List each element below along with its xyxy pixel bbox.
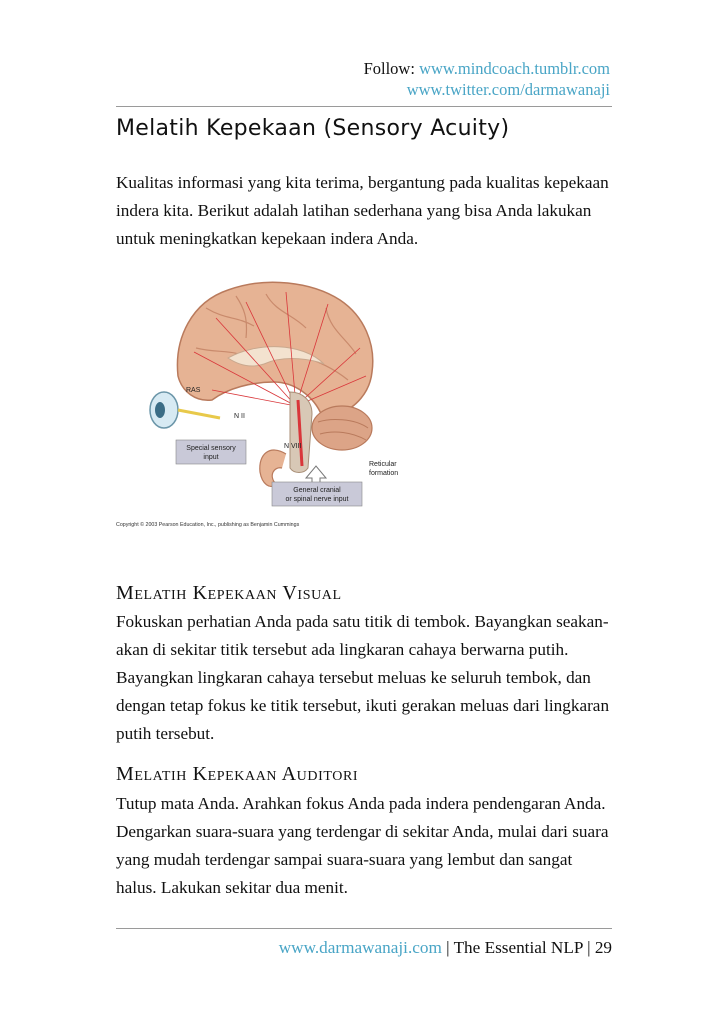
figure-copyright: Copyright © 2003 Pearson Education, Inc., publishing as Benjamin Cummings xyxy=(116,522,300,528)
header-rule xyxy=(116,106,612,107)
brain-illustration xyxy=(116,268,406,538)
label-general-2: or spinal nerve input xyxy=(285,496,349,503)
section-heading-auditori: Melatih Kepekaan Auditori xyxy=(116,763,359,785)
page-title: Melatih Kepekaan (Sensory Acuity) xyxy=(116,116,510,141)
label-n2: N II xyxy=(234,413,245,420)
footer-book-title: The Essential NLP xyxy=(453,938,583,957)
label-special-1: Special sensory xyxy=(186,445,236,452)
footer-link[interactable]: www.darmawanaji.com xyxy=(278,938,442,957)
label-general-1: General cranial xyxy=(293,487,341,494)
page-footer xyxy=(116,938,612,958)
twitter-link[interactable]: www.twitter.com/darmawanaji xyxy=(406,80,610,99)
follow-block xyxy=(364,58,610,100)
label-reticular-2: formation xyxy=(369,470,399,477)
label-ras: RAS xyxy=(186,387,201,394)
section-body-visual: Fokuskan perhatian Anda pada satu titik di tembok. Bayangkan seakan-akan di sekitar titik tersebut ada lingkaran cahaya berwarna putih. Bayangkan lingkaran cahaya tersebut meluas ke seluruh tembok, dan dengan tetap fokus ke titik tersebut, ikuti gerakan meluas dari lingkaran putih tersebut. xyxy=(116,612,610,743)
tumblr-link[interactable]: www.mindcoach.tumblr.com xyxy=(419,59,610,78)
ear-icon xyxy=(260,450,286,486)
page-number: 29 xyxy=(594,938,612,957)
footer-separator: | xyxy=(441,938,454,957)
label-reticular-1: Reticular xyxy=(369,461,397,468)
label-n8: N VIII xyxy=(284,443,302,450)
follow-label: Follow: xyxy=(363,59,415,78)
label-special-2: input xyxy=(203,454,219,461)
section-body-auditori: Tutup mata Anda. Arahkan fokus Anda pada indera pendengaran Anda. Dengarkan suara-suara yang terdengar di sekitar Anda, mulai dari suara yang mudah terdengar sampai suara-suara yang lembut dan sangat halus. Lakukan sekitar dua menit. xyxy=(116,794,609,897)
intro-paragraph: Kualitas informasi yang kita terima, bergantung pada kualitas kepekaan indera kita. Berikut adalah latihan sederhana yang bisa Anda lakukan untuk meningkatkan kepekaan indera Anda. xyxy=(116,173,609,248)
brain-figure xyxy=(116,268,406,538)
footer-separator-2: | xyxy=(582,938,595,957)
section-heading-visual: Melatih Kepekaan Visual xyxy=(116,582,342,604)
footer-rule xyxy=(116,928,612,929)
